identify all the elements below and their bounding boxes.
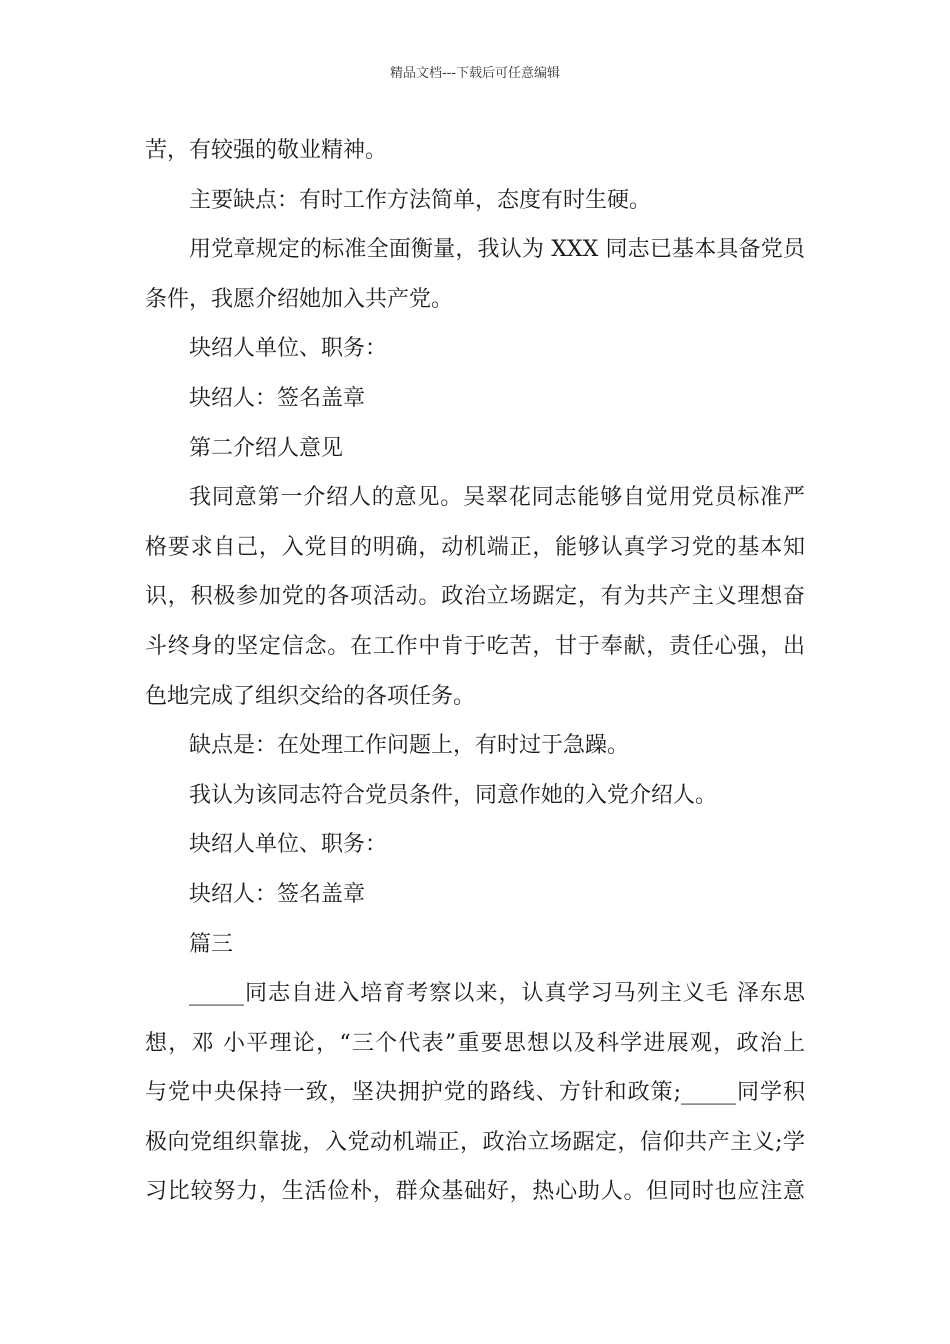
paragraph-line: 块绍人：签名盖章 — [189, 385, 366, 411]
page-header-watermark: 精品文档---下载后可任意编辑 — [389, 66, 561, 81]
paragraph-line: 块绍人单位、职务： — [189, 832, 388, 858]
paragraph-line: 苦，有较强的敬业精神。 — [145, 138, 388, 163]
paragraph-line: 缺点是：在处理工作问题上，有时过于急躁。 — [189, 733, 630, 759]
paragraph-line: 我认为该同志符合党员条件，同意作她的入党介绍人。 — [189, 782, 718, 808]
paragraph-line: 格要求自己，入党目的明确，动机端正，能够认真学习党的基本知 — [145, 534, 805, 560]
paragraph-line: 色地完成了组织交给的各项任务。 — [145, 683, 476, 709]
paragraph-line: 块绍人：签名盖章 — [189, 881, 366, 907]
paragraph-line: 条件，我愿介绍她加入共产党。 — [145, 286, 454, 312]
paragraph-line: 想，邓 小平理论，“三个代表”重要思想以及科学进展观，政治上 — [145, 1030, 805, 1056]
paragraph-line: 块绍人单位、职务： — [189, 336, 388, 362]
section-heading: 篇三 — [189, 931, 234, 957]
paragraph-line: 与党中央保持一致，坚决拥护党的路线、方针和政策;_____同学积 — [145, 1080, 805, 1106]
paragraph-line: 我同意第一介绍人的意见。吴翠花同志能够自觉用党员标准严 — [189, 485, 805, 511]
paragraph-line: 习比较努力，生活俭朴，群众基础好，热心助人。但同时也应注意 — [145, 1179, 805, 1205]
paragraph-line: 极向党组织靠拢，入党动机端正，政治立场踞定，信仰共产主义;学 — [145, 1129, 805, 1155]
section-heading: 第二介绍人意见 — [189, 435, 344, 461]
document-body — [145, 126, 805, 1217]
paragraph-line: _____同志自进入培育考察以来，认真学习马列主义毛 泽东思 — [189, 981, 805, 1007]
paragraph-line: 主要缺点：有时工作方法简单，态度有时生硬。 — [189, 187, 652, 213]
paragraph-line: 识，积极参加党的各项活动。政治立场踞定，有为共产主义理想奋 — [145, 584, 805, 610]
paragraph-line: 用党章规定的标准全面衡量，我认为 XXX 同志已基本具备党员 — [189, 237, 805, 263]
paragraph-line: 斗终身的坚定信念。在工作中肯于吃苦，甘于奉献，责任心强，出 — [145, 633, 805, 659]
